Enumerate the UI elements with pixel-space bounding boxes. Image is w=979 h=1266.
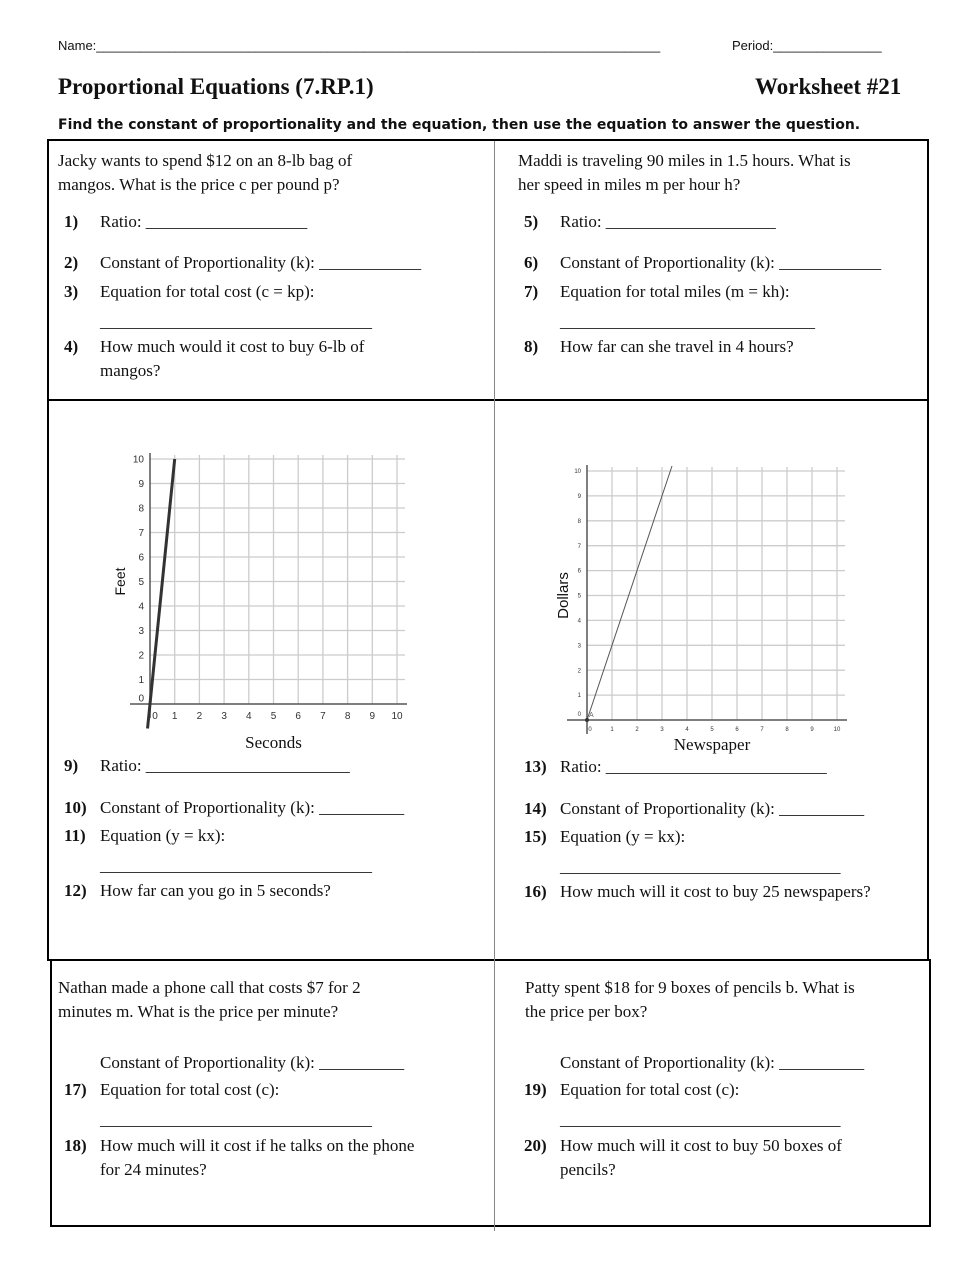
equation-answer[interactable]: _________________________________: [560, 1110, 841, 1129]
y-tick-label: 3: [138, 626, 144, 637]
question-number: 15): [524, 827, 547, 846]
question-number: 14): [524, 799, 547, 818]
y-tick-label: 3: [577, 643, 581, 650]
x-tick-label: 5: [270, 711, 277, 722]
x-tick-label: 7: [760, 727, 764, 733]
constant-answer[interactable]: Constant of Proportionality (k): ____________: [100, 253, 422, 272]
x-tick-label: 4: [246, 711, 252, 722]
y-tick-label: 10: [132, 454, 144, 466]
worksheet-number: Worksheet #21: [755, 74, 902, 99]
prompt: minutes m. What is the price per minute?: [58, 1002, 339, 1021]
y-tick-label: 0: [138, 693, 144, 705]
x-tick-label: 4: [685, 727, 689, 733]
equation-answer[interactable]: ________________________________: [100, 1110, 372, 1129]
prompt: Jacky wants to spend $12 on an 8-lb bag of: [58, 151, 353, 170]
x-tick-label: 3: [660, 727, 664, 733]
question-number: 13): [524, 757, 547, 776]
question-number: 3): [64, 282, 79, 301]
x-tick-label: 6: [735, 727, 739, 733]
constant-answer[interactable]: Constant of Proportionality (k): __________: [100, 1053, 405, 1072]
x-axis-label: Seconds: [245, 733, 302, 752]
x-tick-label: 7: [320, 711, 326, 722]
y-tick-label: 10: [574, 469, 581, 476]
x-tick-label: 10: [391, 711, 403, 722]
constant-answer[interactable]: Constant of Proportionality (k): __________: [100, 798, 405, 817]
question-text: How much will it cost if he talks on the phone: [100, 1136, 415, 1155]
question-number: 8): [524, 337, 539, 356]
question-number: 9): [64, 756, 79, 775]
x-tick-label: 9: [810, 727, 814, 733]
point-label: A: [589, 712, 594, 719]
divider: [929, 960, 931, 1227]
ratio-answer[interactable]: Ratio: ____________________: [560, 212, 776, 231]
y-tick-label: 5: [577, 593, 581, 600]
question-number: 11): [64, 826, 86, 845]
x-tick-label: 10: [833, 727, 841, 733]
y-tick-label: 7: [577, 543, 581, 550]
worksheet-title: Proportional Equations (7.RP.1): [58, 74, 374, 99]
y-tick-label: 4: [577, 618, 581, 625]
question-number: 18): [64, 1136, 87, 1155]
ratio-answer[interactable]: Ratio: ___________________: [100, 212, 308, 231]
divider: [47, 399, 929, 401]
question-number: 6): [524, 253, 539, 272]
y-tick-label: 1: [138, 675, 144, 686]
y-tick-label: 7: [138, 528, 144, 539]
y-tick-label: 1: [577, 693, 581, 700]
period-field[interactable]: Period:_______________: [732, 38, 882, 53]
divider: [50, 960, 52, 1227]
x-axis-label: Newspaper: [673, 735, 751, 754]
prompt: the price per box?: [525, 1002, 648, 1021]
equation-label: Equation for total cost (c = kp):: [100, 282, 315, 301]
x-tick-label: 5: [710, 727, 714, 733]
x-tick-label: 0: [588, 727, 592, 733]
question-text: How far can she travel in 4 hours?: [560, 337, 794, 356]
question-number: 2): [64, 253, 79, 272]
question-text: for 24 minutes?: [100, 1160, 207, 1179]
y-tick-label: 2: [577, 668, 581, 675]
constant-answer[interactable]: Constant of Proportionality (k): ____________: [560, 253, 882, 272]
x-tick-label: 1: [171, 711, 178, 722]
y-tick-label: 6: [138, 552, 144, 564]
y-tick-label: 9: [138, 479, 144, 490]
divider: [50, 1225, 931, 1227]
equation-label: Equation (y = kx):: [560, 827, 686, 846]
divider: [927, 139, 929, 961]
question-number: 4): [64, 337, 79, 356]
question-number: 7): [524, 282, 539, 301]
question-number: 10): [64, 798, 87, 817]
constant-answer[interactable]: Constant of Proportionality (k): __________: [560, 799, 865, 818]
x-tick-label: 2: [196, 711, 203, 722]
question-text: How much will it cost to buy 25 newspapers?: [560, 882, 871, 901]
question-number: 1): [64, 212, 79, 231]
x-tick-label: 3: [221, 711, 227, 722]
x-tick-label: 6: [295, 711, 301, 722]
equation-answer[interactable]: ______________________________: [560, 312, 815, 331]
question-text: How far can you go in 5 seconds?: [100, 881, 331, 900]
equation-label: Equation for total cost (c):: [100, 1080, 280, 1099]
divider: [47, 139, 929, 141]
x-tick-label: 2: [635, 727, 639, 733]
question-number: 17): [64, 1080, 87, 1099]
question-number: 20): [524, 1136, 547, 1155]
prompt: mangos. What is the price c per pound p?: [58, 175, 340, 194]
equation-answer[interactable]: ________________________________: [100, 312, 372, 331]
y-tick-label: 5: [138, 577, 144, 588]
data-line: [587, 466, 672, 720]
x-tick-label: 9: [369, 711, 376, 722]
question-number: 12): [64, 881, 87, 900]
y-axis-label: Feet: [112, 567, 128, 596]
question-number: 19): [524, 1080, 547, 1099]
question-text: How much would it cost to buy 6-lb of: [100, 337, 365, 356]
question-number: 5): [524, 212, 539, 231]
x-tick-label: 0: [152, 711, 158, 722]
question-number: 16): [524, 882, 547, 901]
prompt: Nathan made a phone call that costs $7 for 2: [58, 978, 361, 997]
ratio-answer[interactable]: Ratio: ________________________: [100, 756, 350, 775]
y-tick-label: 6: [577, 568, 581, 575]
data-line: [148, 459, 175, 729]
instructions: Find the constant of proportionality and the equation, then use the equation to answer the question.: [58, 117, 861, 133]
dollars-newspaper-graph: [550, 455, 850, 760]
prompt: her speed in miles m per hour h?: [518, 175, 741, 194]
divider: [47, 139, 49, 961]
name-field[interactable]: Name:______________________________________________________________________________: [58, 38, 661, 53]
feet-seconds-graph: [100, 440, 420, 760]
ratio-answer[interactable]: Ratio: __________________________: [560, 757, 827, 776]
question-text: mangos?: [100, 361, 161, 380]
y-axis-label: Dollars: [555, 572, 572, 619]
divider: [494, 141, 495, 1231]
y-tick-label: 9: [577, 494, 581, 500]
x-tick-label: 8: [785, 727, 789, 733]
equation-label: Equation for total miles (m = kh):: [560, 282, 790, 301]
equation-answer[interactable]: _________________________________: [560, 857, 841, 876]
y-tick-label: 0: [577, 712, 581, 719]
question-text: pencils?: [560, 1160, 616, 1179]
y-tick-label: 8: [138, 503, 144, 515]
y-tick-label: 8: [577, 518, 581, 525]
y-tick-label: 2: [138, 650, 144, 662]
prompt: Maddi is traveling 90 miles in 1.5 hours. What is: [518, 151, 851, 170]
equation-label: Equation for total cost (c):: [560, 1080, 740, 1099]
y-tick-label: 4: [138, 601, 144, 613]
x-tick-label: 8: [344, 711, 351, 722]
equation-answer[interactable]: ________________________________: [100, 856, 372, 875]
constant-answer[interactable]: Constant of Proportionality (k): __________: [560, 1053, 865, 1072]
equation-label: Equation (y = kx):: [100, 826, 226, 845]
prompt: Patty spent $18 for 9 boxes of pencils b. What is: [525, 978, 855, 997]
question-text: How much will it cost to buy 50 boxes of: [560, 1136, 842, 1155]
divider: [47, 959, 931, 961]
x-tick-label: 1: [610, 727, 614, 733]
